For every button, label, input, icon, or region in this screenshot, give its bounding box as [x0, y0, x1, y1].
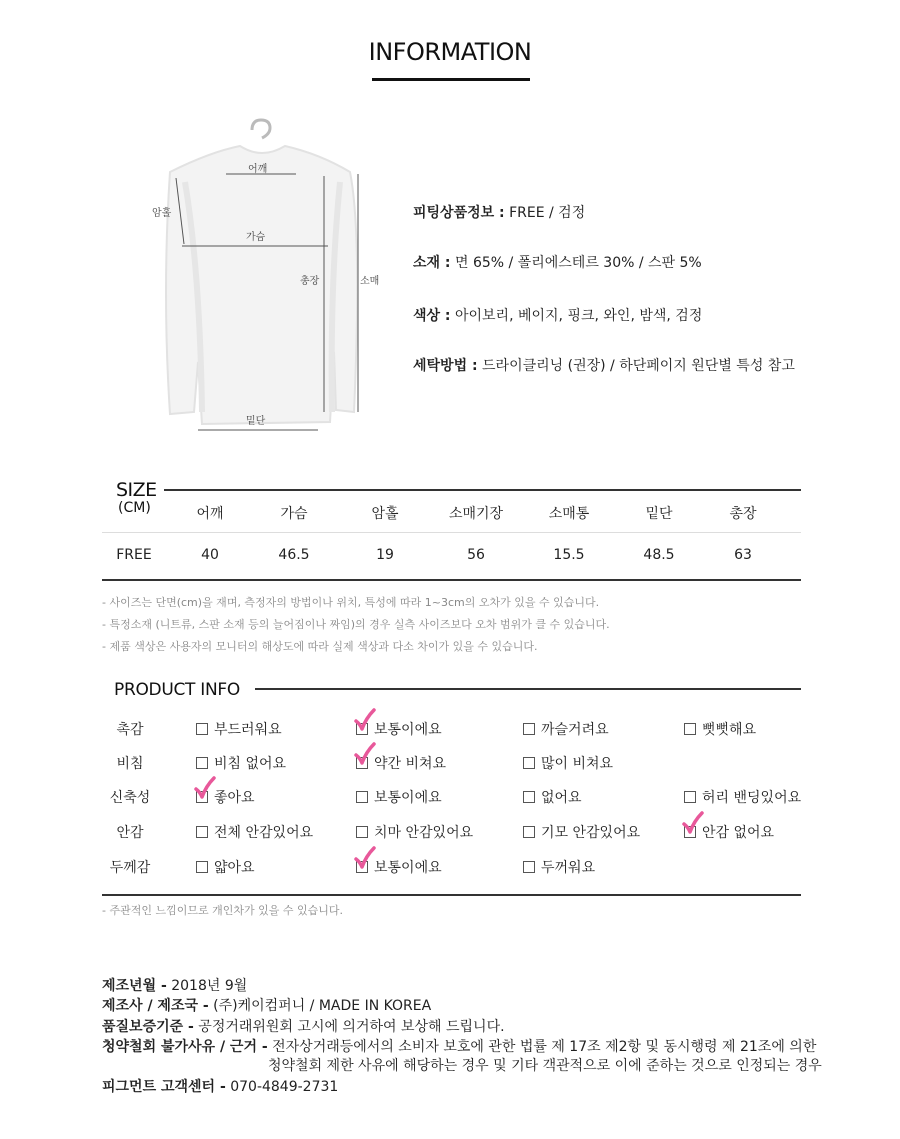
product-info-label: 신축성 — [109, 790, 151, 806]
option-checkbox[interactable] — [684, 787, 801, 807]
product-info-note: - 주관적인 느낌이므로 개인차가 있을 수 있습니다. — [102, 904, 343, 917]
size-value: 19 — [376, 547, 394, 563]
option-checkbox[interactable] — [684, 719, 756, 739]
check-mark-icon — [354, 846, 376, 870]
sleeve-label: 소매 — [360, 276, 380, 287]
option-label: 두꺼워요 — [541, 860, 596, 876]
option-checkbox[interactable] — [356, 822, 473, 842]
option-checkbox[interactable] — [523, 857, 595, 877]
size-header: 가슴 — [280, 506, 308, 522]
size-row-label: FREE — [116, 547, 152, 563]
option-checkbox[interactable] — [523, 719, 609, 739]
size-header: 소매통 — [548, 506, 590, 522]
option-checkbox[interactable] — [684, 822, 774, 842]
armhole-label: 암홀 — [152, 208, 172, 219]
checkbox-box[interactable] — [196, 757, 208, 769]
check-mark-icon — [354, 708, 376, 732]
checkbox-box[interactable] — [196, 826, 208, 838]
option-label: 좋아요 — [214, 790, 255, 806]
manufacture-date: 제조년월 - 2018년 9월 — [102, 978, 248, 994]
option-checkbox[interactable] — [356, 753, 446, 773]
check-mark-icon — [682, 811, 704, 835]
checkbox-box[interactable] — [684, 791, 696, 803]
product-info-label: 촉감 — [116, 722, 144, 738]
size-header: 어깨 — [196, 506, 224, 522]
divider — [102, 532, 801, 533]
checkbox-box[interactable] — [684, 723, 696, 735]
option-label: 약간 비쳐요 — [374, 756, 447, 772]
spec-fitting: 피팅상품정보 : FREE / 검정 — [413, 205, 586, 221]
checkbox-box[interactable] — [523, 791, 535, 803]
option-label: 부드러워요 — [214, 722, 282, 738]
spec-washing: 세탁방법 : 드라이클리닝 (권장) / 하단페이지 원단별 특성 참고 — [413, 358, 795, 374]
size-header: 총장 — [729, 506, 757, 522]
option-checkbox[interactable] — [356, 857, 442, 877]
warranty: 품질보증기준 - 공정거래위원회 고시에 의거하여 보상해 드립니다. — [102, 1019, 505, 1035]
check-mark-icon — [354, 742, 376, 766]
customer-service: 피그먼트 고객센터 - 070-4849-2731 — [102, 1079, 339, 1095]
spec-color: 색상 : 아이보리, 베이지, 핑크, 와인, 밤색, 검정 — [413, 308, 703, 324]
option-label: 허리 밴딩있어요 — [702, 790, 802, 806]
option-label: 기모 안감있어요 — [541, 825, 641, 841]
checkbox-box[interactable] — [356, 826, 368, 838]
hem-label: 밑단 — [246, 416, 266, 427]
size-value: 46.5 — [278, 547, 310, 563]
option-label: 치마 안감있어요 — [374, 825, 474, 841]
size-note: - 제품 색상은 사용자의 모니터의 해상도에 따라 실제 색상과 다소 차이가 있을 수 있습니다. — [102, 640, 538, 653]
option-checkbox[interactable] — [356, 787, 442, 807]
checkbox-box[interactable] — [523, 861, 535, 873]
divider — [102, 579, 801, 581]
product-info-label: 안감 — [116, 825, 144, 841]
withdrawal-policy: 청약철회 불가사유 / 근거 - 전자상거래등에서의 소비자 보호에 관한 법률 제 17조 제2항 및 동시행령 제 21조에 의한 — [102, 1039, 817, 1055]
product-info-title: PRODUCT INFO — [114, 680, 240, 700]
option-label: 보통이에요 — [374, 790, 442, 806]
option-checkbox[interactable] — [523, 787, 582, 807]
size-value: 56 — [467, 547, 485, 563]
product-info-label: 두께감 — [109, 860, 151, 876]
size-value: 63 — [734, 547, 752, 563]
divider — [255, 688, 801, 690]
option-checkbox[interactable] — [196, 753, 286, 773]
option-checkbox[interactable] — [196, 787, 255, 807]
option-label: 보통이에요 — [374, 722, 442, 738]
option-label: 까슬거려요 — [541, 722, 609, 738]
chest-label: 가슴 — [246, 232, 266, 243]
garment-illustration — [140, 112, 390, 442]
option-label: 뻣뻣해요 — [702, 722, 757, 738]
checkbox-box[interactable] — [196, 861, 208, 873]
size-note: - 사이즈는 단면(cm)을 재며, 측정자의 방법이나 위치, 특성에 따라 1~3cm의 오차가 있을 수 있습니다. — [102, 596, 600, 609]
spec-material: 소재 : 면 65% / 폴리에스테르 30% / 스판 5% — [413, 255, 702, 271]
option-checkbox[interactable] — [523, 822, 640, 842]
option-label: 많이 비쳐요 — [541, 756, 614, 772]
shoulder-label: 어깨 — [248, 164, 268, 175]
size-unit: (CM) — [118, 500, 151, 516]
size-header: 밑단 — [645, 506, 673, 522]
product-info-label: 비침 — [116, 756, 144, 772]
checkbox-box[interactable] — [523, 826, 535, 838]
option-checkbox[interactable] — [523, 753, 613, 773]
option-label: 얇아요 — [214, 860, 255, 876]
checkbox-box[interactable] — [523, 723, 535, 735]
option-checkbox[interactable] — [196, 822, 313, 842]
checkbox-box[interactable] — [196, 723, 208, 735]
size-title: SIZE — [116, 479, 157, 501]
size-header: 소매기장 — [448, 506, 504, 522]
length-label: 총장 — [300, 276, 320, 287]
size-header: 암홀 — [371, 506, 399, 522]
option-label: 보통이에요 — [374, 860, 442, 876]
option-checkbox[interactable] — [356, 719, 442, 739]
divider — [102, 894, 801, 896]
option-checkbox[interactable] — [196, 719, 282, 739]
page-title: INFORMATION — [368, 38, 532, 66]
option-label: 비침 없어요 — [214, 756, 287, 772]
divider — [164, 489, 801, 491]
checkbox-box[interactable] — [523, 757, 535, 769]
option-label: 없어요 — [541, 790, 582, 806]
size-value: 40 — [201, 547, 219, 563]
title-underline — [372, 78, 530, 81]
manufacturer: 제조사 / 제조국 - (주)케이컴퍼니 / MADE IN KOREA — [102, 998, 432, 1014]
option-checkbox[interactable] — [196, 857, 255, 877]
check-mark-icon — [194, 776, 216, 800]
checkbox-box[interactable] — [356, 791, 368, 803]
withdrawal-policy-line2: 청약철회 제한 사유에 해당하는 경우 및 기타 객관적으로 이에 준하는 것으로 인정되는 경우 — [268, 1058, 822, 1074]
size-note: - 특정소재 (니트류, 스판 소재 등의 늘어짐이나 짜임)의 경우 실측 사이즈보다 오차 범위가 클 수 있습니다. — [102, 618, 610, 631]
size-value: 15.5 — [553, 547, 585, 563]
option-label: 안감 없어요 — [702, 825, 775, 841]
option-label: 전체 안감있어요 — [214, 825, 314, 841]
size-value: 48.5 — [643, 547, 675, 563]
